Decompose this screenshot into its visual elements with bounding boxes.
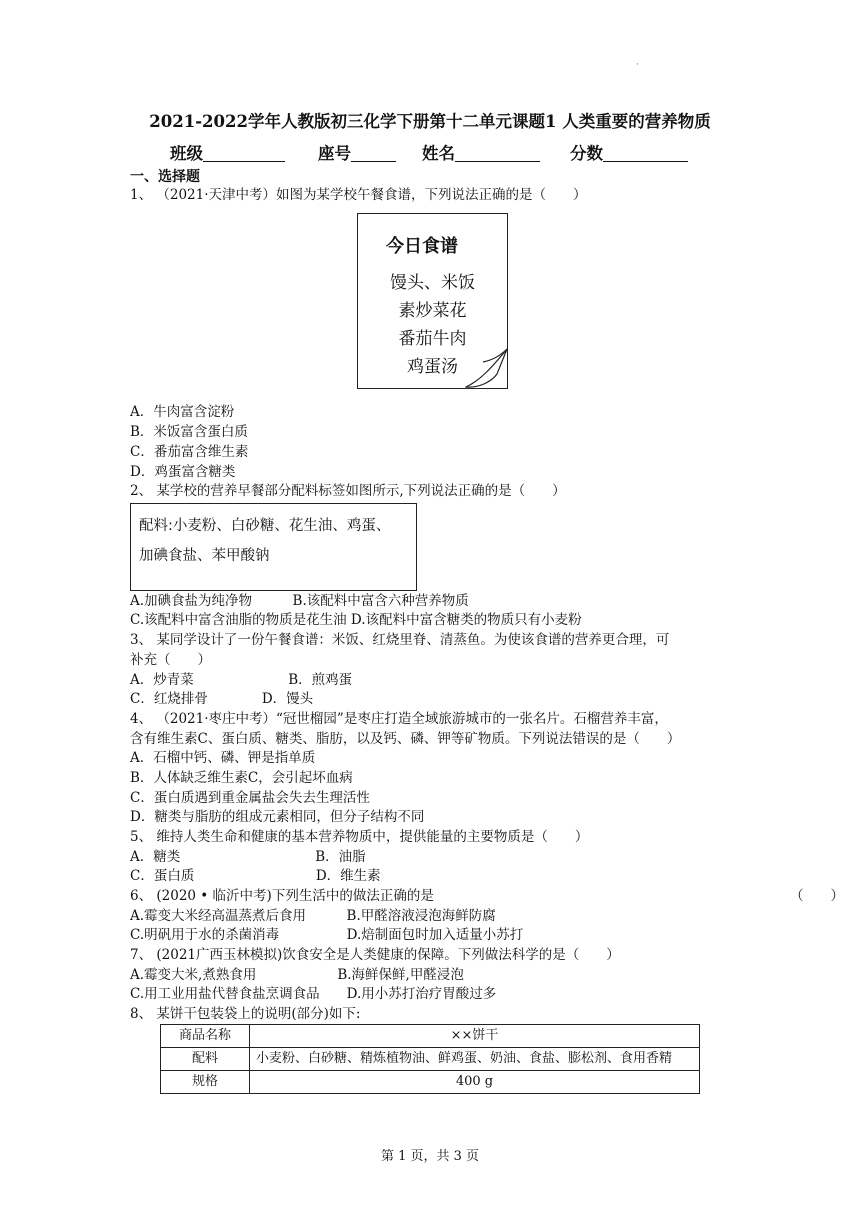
q4-option-a[interactable]: A．石榴中钙、磷、钾是指单质 <box>130 750 316 766</box>
menu-item: 馒头、米饭 <box>390 273 475 293</box>
q4-option-b[interactable]: B．人体缺乏维生素C，会引起坏血病 <box>130 770 353 786</box>
q5-options-cd[interactable]: C．蛋白质 D．维生素 <box>130 868 381 884</box>
q3-stem: 3、 某同学设计了一份午餐食谱：米饭、红烧里脊、清蒸鱼。为使该食谱的营养更合理，可 <box>130 632 670 648</box>
q4-stem-cont: 含有维生素C、蛋白质、糖类、脂肪，以及钙、磷、钾等矿物质。下列说法错误的是（ ） <box>130 731 681 747</box>
page-curl-icon <box>465 346 513 392</box>
q4-option-c[interactable]: C．蛋白质遇到重金属盐会失去生理活性 <box>130 790 370 806</box>
table-key: 商品名称 <box>161 1025 250 1048</box>
name-blank[interactable] <box>455 145 540 162</box>
seat-blank[interactable] <box>351 145 396 162</box>
table-value: ××饼干 <box>250 1025 700 1048</box>
table-key: 规格 <box>161 1071 250 1094</box>
q3-options-cd[interactable]: C．红烧排骨 D．馒头 <box>130 691 314 707</box>
table-row <box>161 1025 700 1048</box>
q7-stem: 7、 (2021广西玉林模拟)饮食安全是人类健康的保障。下列做法科学的是（ ） <box>130 947 620 963</box>
q1-option-d[interactable]: D．鸡蛋富含糖类 <box>130 464 236 480</box>
q1-stem: 1、 （2021·天津中考）如图为某学校午餐食谱，下列说法正确的是（ ） <box>130 187 587 203</box>
menu-item: 番茄牛肉 <box>398 329 467 349</box>
product-spec-table <box>160 1024 700 1094</box>
table-key: 配料 <box>161 1048 250 1071</box>
class-blank[interactable] <box>203 145 285 162</box>
score-label: 分数 <box>570 144 603 163</box>
q3-stem-cont: 补充（ ） <box>130 652 211 668</box>
q6-answer-paren: （ ） <box>790 888 844 904</box>
ingredient-label-box <box>130 503 417 591</box>
table-row <box>161 1071 700 1094</box>
q6-options-cd[interactable]: C.明矾用于水的杀菌消毒 D.焙制面包时加入适量小苏打 <box>130 927 524 943</box>
ingredient-label-line: 加碘食盐、苯甲酸钠 <box>139 548 270 564</box>
q8-stem: 8、 某饼干包装袋上的说明(部分)如下: <box>130 1006 361 1022</box>
q1-option-a[interactable]: A．牛肉富含淀粉 <box>130 404 235 420</box>
q4-option-d[interactable]: D．糖类与脂肪的组成元素相同，但分子结构不同 <box>130 809 425 825</box>
class-label: 班级 <box>170 144 203 163</box>
table-value: 小麦粉、白砂糖、精炼植物油、鲜鸡蛋、奶油、食盐、膨松剂、食用香精 <box>250 1048 700 1071</box>
q6-options-ab[interactable]: A.霉变大米经高温蒸煮后食用 B.甲醛溶液浸泡海鲜防腐 <box>130 908 496 924</box>
score-blank[interactable] <box>603 145 688 162</box>
seat-field <box>318 140 396 164</box>
table-value: 400 g <box>250 1071 700 1094</box>
q7-options-ab[interactable]: A.霉变大米,煮熟食用 B.海鲜保鲜,甲醛浸泡 <box>130 967 464 983</box>
menu-item: 鸡蛋汤 <box>407 357 458 377</box>
name-label: 姓名 <box>422 144 455 163</box>
ingredient-label-line: 配料:小麦粉、白砂糖、花生油、鸡蛋、 <box>139 518 391 534</box>
q2-options-ab[interactable]: A.加碘食盐为纯净物 B.该配料中富含六种营养物质 <box>130 593 469 609</box>
q6-stem: 6、 (2020 • 临沂中考)下列生活中的做法正确的是 <box>130 888 434 904</box>
seat-label: 座号 <box>318 144 351 163</box>
page-dot: · <box>636 60 639 70</box>
name-field <box>422 140 540 164</box>
q3-options-ab[interactable]: A．炒青菜 B．煎鸡蛋 <box>130 672 353 688</box>
page-footer: 第 1 页，共 3 页 <box>380 1149 480 1164</box>
menu-item: 素炒菜花 <box>398 301 467 321</box>
q4-stem: 4、 （2021·枣庄中考）“冠世榴园”是枣庄打造全域旅游城市的一张名片。石榴营养丰富， <box>130 711 668 727</box>
section-heading: 一、选择题 <box>130 169 200 185</box>
q2-options-cd[interactable]: C.该配料中富含油脂的物质是花生油 D.该配料中富含糖类的物质只有小麦粉 <box>130 612 582 628</box>
q2-stem: 2、 某学校的营养早餐部分配料标签如图所示,下列说法正确的是（ ） <box>130 483 566 499</box>
class-field <box>170 140 285 164</box>
q5-options-ab[interactable]: A．糖类 B．油脂 <box>130 849 366 865</box>
q1-option-c[interactable]: C．番茄富含维生素 <box>130 444 249 460</box>
q7-options-cd[interactable]: C.用工业用盐代替食盐烹调食品 D.用小苏打治疗胃酸过多 <box>130 986 497 1002</box>
table-row <box>161 1048 700 1071</box>
page-title: 2021-2022学年人教版初三化学下册第十二单元课题1 人类重要的营养物质 <box>149 112 711 131</box>
q1-option-b[interactable]: B．米饭富含蛋白质 <box>130 424 248 440</box>
score-field <box>570 140 688 164</box>
menu-title: 今日食谱 <box>386 236 458 257</box>
q5-stem: 5、 维持人类生命和健康的基本营养物质中，提供能量的主要物质是（ ） <box>130 829 589 845</box>
